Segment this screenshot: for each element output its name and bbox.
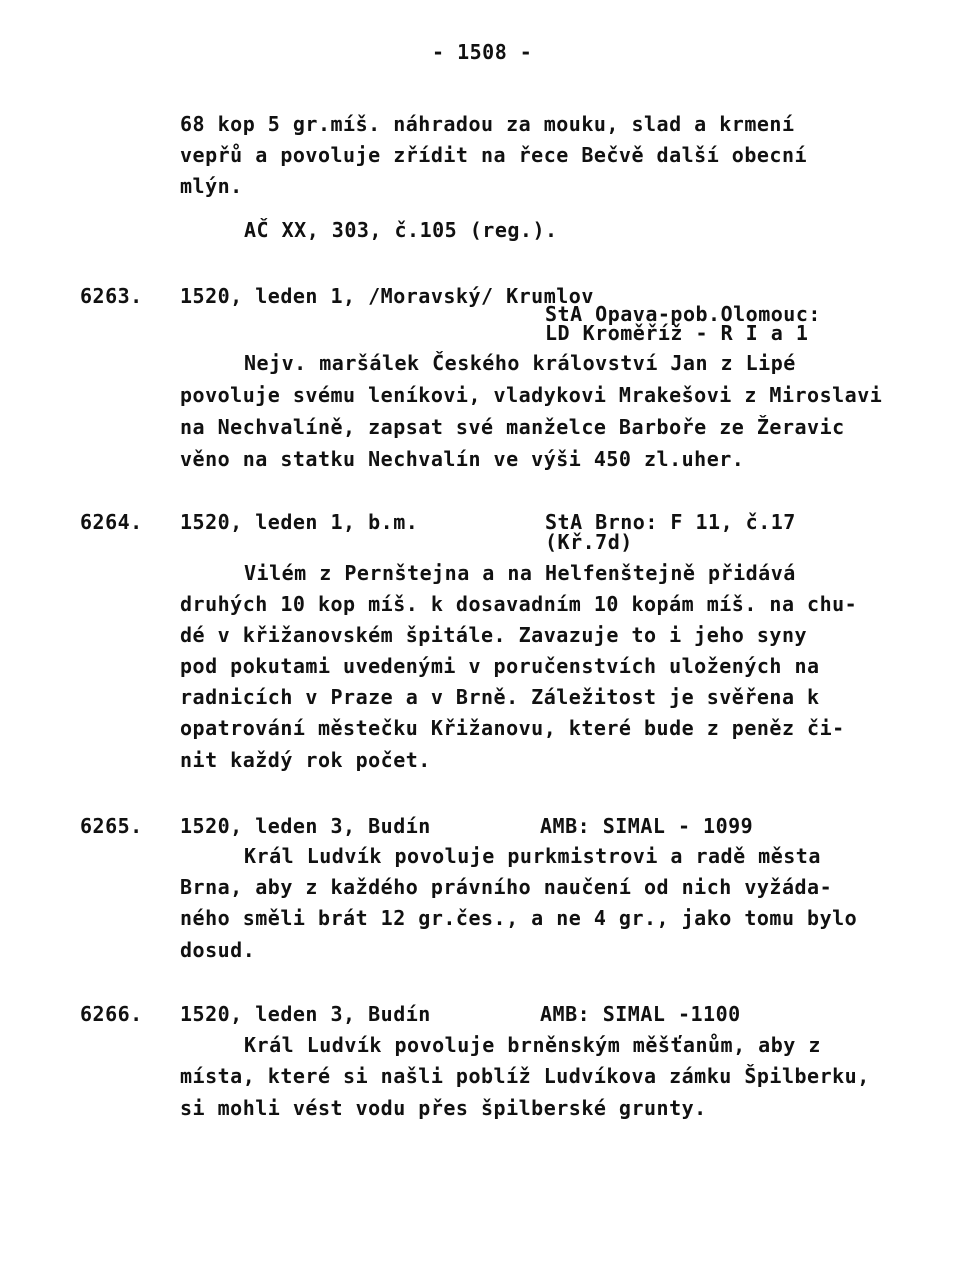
entry-archive: AMB: SIMAL -1100 xyxy=(540,1002,741,1026)
entry-number: 6265. xyxy=(80,814,143,838)
entry-header: 1520, leden 1, /Moravský/ Krumlov xyxy=(180,284,594,308)
entry-body-line: druhých 10 kop míš. k dosavadním 10 kopám míš. na chu- xyxy=(180,592,858,616)
entry-body-line: povoluje svému leníkovi, vladykovi Mrakešovi z Miroslavi xyxy=(180,383,883,407)
entry-body-line: opatrování městečku Křižanovu, které bude z peněz či- xyxy=(180,716,845,740)
entry-archive: AMB: SIMAL - 1099 xyxy=(540,814,754,838)
entry-body-line: Brna, aby z každého právního naučení od nich vyžáda- xyxy=(180,875,833,899)
entry-archive: (Kř.7d) xyxy=(545,530,633,554)
entry-body-line: Nejv. maršálek Českého království Jan z Lipé xyxy=(244,351,796,375)
entry-body-line: Král Ludvík povoluje purkmistrovi a radě města xyxy=(244,844,821,868)
entry-archive: StA Opava-pob.Olomouc: xyxy=(545,302,821,326)
entry-body-line: radnicích v Praze a v Brně. Záležitost je svěřena k xyxy=(180,685,820,709)
entry-body-line: si mohli vést vodu přes špilberské grunty. xyxy=(180,1096,707,1120)
entry-body-line: dosud. xyxy=(180,938,256,962)
entry-archive: StA Brno: F 11, č.17 xyxy=(545,510,796,534)
entry-number: 6266. xyxy=(80,1002,143,1026)
continuation-line: mlýn. xyxy=(180,174,243,198)
entry-body-line: věno na statku Nechvalín ve výši 450 zl.uher. xyxy=(180,447,745,471)
entry-body-line: Vilém z Pernštejna a na Helfenštejně přidává xyxy=(244,561,796,585)
entry-header: 1520, leden 3, Budín xyxy=(180,814,431,838)
page-number: - 1508 - xyxy=(432,40,533,64)
continuation-source: AČ XX, 303, č.105 (reg.). xyxy=(244,218,558,242)
entry-body-line: pod pokutami uvedenými v poručenstvích uložených na xyxy=(180,654,820,678)
entry-body-line: ného směli brát 12 gr.čes., a ne 4 gr., jako tomu bylo xyxy=(180,906,858,930)
entry-body-line: dé v křižanovském špitále. Zavazuje to i jeho syny xyxy=(180,623,808,647)
continuation-line: 68 kop 5 gr.míš. náhradou za mouku, slad a krmení xyxy=(180,112,795,136)
entry-body-line: nit každý rok počet. xyxy=(180,748,431,772)
entry-number: 6264. xyxy=(80,510,143,534)
entry-body-line: místa, které si našli poblíž Ludvíkova zámku Špilberku, xyxy=(180,1064,870,1088)
entry-number: 6263. xyxy=(80,284,143,308)
entry-header: 1520, leden 1, b.m. xyxy=(180,510,419,534)
entry-archive: LD Kroměříž - R I a 1 xyxy=(545,321,809,345)
entry-header: 1520, leden 3, Budín xyxy=(180,1002,431,1026)
entry-body-line: na Nechvalíně, zapsat své manželce Barboře ze Žeravic xyxy=(180,415,845,439)
entry-body-line: Král Ludvík povoluje brněnským měšťanům, aby z xyxy=(244,1033,821,1057)
continuation-line: vepřů a povoluje zřídit na řece Bečvě další obecní xyxy=(180,143,808,167)
